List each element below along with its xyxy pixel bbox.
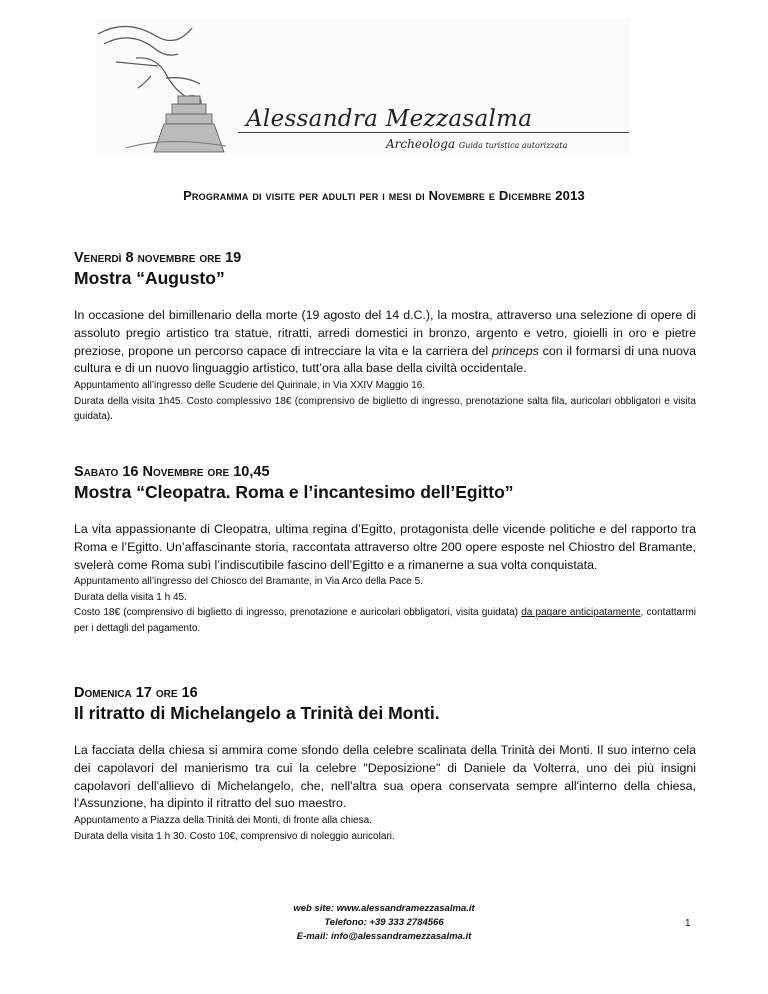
footer-contacts (0, 902, 768, 944)
footer-website: web site: www.alessandramezzasalma.it (293, 903, 475, 914)
event-augusto (74, 249, 696, 425)
event-duration-cost: Durata della visita 1 h 30. Costo 10€, comprensivo di noleggio auricolari. (74, 830, 395, 842)
payment-underlined: da pagare anticipatamente (521, 607, 641, 619)
logo-name: Alessandra Mezzasalma (246, 106, 533, 132)
header-rule (238, 132, 629, 133)
event-title: Mostra “Cleopatra. Roma e l’incantesimo dell’Egitto” (74, 482, 514, 502)
event-duration: Durata della visita 1 h 45. (74, 591, 187, 603)
event-trinita (74, 684, 696, 844)
event-date: Venerdì 8 novembre ore 19 (74, 250, 242, 266)
event-description: La vita appassionante di Cleopatra, ultima regina d’Egitto, protagonista delle vicende politiche e del rapporto tra Roma e l’Egitto. Un’affascinante storia, raccontata attraverso oltre 200 opere esposte nel Chiostro del Bramante, svelerà come Roma subì l’indiscutibile fascino dell’Egitto e a rimanerne a sua volta conquistata. (74, 522, 696, 572)
event-meeting-point: Appuntamento a Piazza della Trinità dei Monti, di fronte alla chiesa. (74, 815, 372, 827)
event-meeting-point: Appuntamento all’ingresso delle Scuderie del Quirinale, in Via XXIV Maggio 16. (74, 380, 426, 392)
event-title: Il ritratto di Michelangelo a Trinità dei Monti. (74, 703, 440, 723)
event-cleopatra (74, 463, 696, 636)
event-duration-cost: Durata della visita 1h45. Costo complessivo 18€ (comprensivo de biglietto di ingresso, prenotazione salta fila, auricolari obbligatori e visita guidata). (74, 395, 696, 423)
logo-role: Archeologa (386, 137, 456, 151)
document-title: Programma di visite per adulti per i mesi di Novembre e Dicembre 2013 (183, 188, 585, 203)
flying-figure-illustration (96, 18, 256, 154)
event-cost: Costo 18€ (comprensivo di biglietto di ingresso, prenotazione e auricolari obbligatori, visita guidata) da pagare anticipatamente, contattarmi per i dettagli del pagamento. (74, 607, 696, 634)
logo-subtitle (386, 137, 567, 151)
footer-phone: Telefono: +39 333 2784566 (324, 917, 444, 928)
event-title: Mostra “Augusto” (74, 268, 225, 288)
logo-role-sub: Guida turistica autorizzata (458, 141, 568, 150)
event-meeting-point: Appuntamento all’ingresso del Chiosco del Bramante, in Via Arco della Pace 5. (74, 576, 423, 588)
princeps-italic: princeps (492, 343, 539, 358)
event-description: In occasione del bimillenario della morte (19 agosto del 14 d.C.), la mostra, attraverso una selezione di opere di assoluto pregio artistico tra statue, ritratti, arredi domestici in bronzo, argento e vetro, gioielli in oro e pietre preziose, propone un percorso capace di intrecciare la vita e la carriera del princeps con il formarsi di una nuova cultura e di un nuovo linguaggio artistico, tutt’ora alla base della civiltà occidentale. (74, 308, 696, 376)
page-number: 1 (685, 918, 691, 929)
event-date: Sabato 16 Novembre ore 10,45 (74, 464, 270, 480)
event-date: Domenica 17 ore 16 (74, 685, 198, 701)
event-description: La facciata della chiesa si ammira come sfondo della celebre scalinata della Trinità dei Monti. Il suo interno cela dei capolavori del manierismo tra cui la celebre "Deposizione" di Daniele da Volterra, uno dei più insigni capolavori dell'allievo di Michelangelo, che, nell'altra sua opera conservata sempre all'interno della chiesa, l'Assunzione, ha dipinto il ritratto del suo maestro. (74, 743, 696, 811)
footer-email: E-mail: info@alessandramezzasalma.it (296, 931, 472, 942)
